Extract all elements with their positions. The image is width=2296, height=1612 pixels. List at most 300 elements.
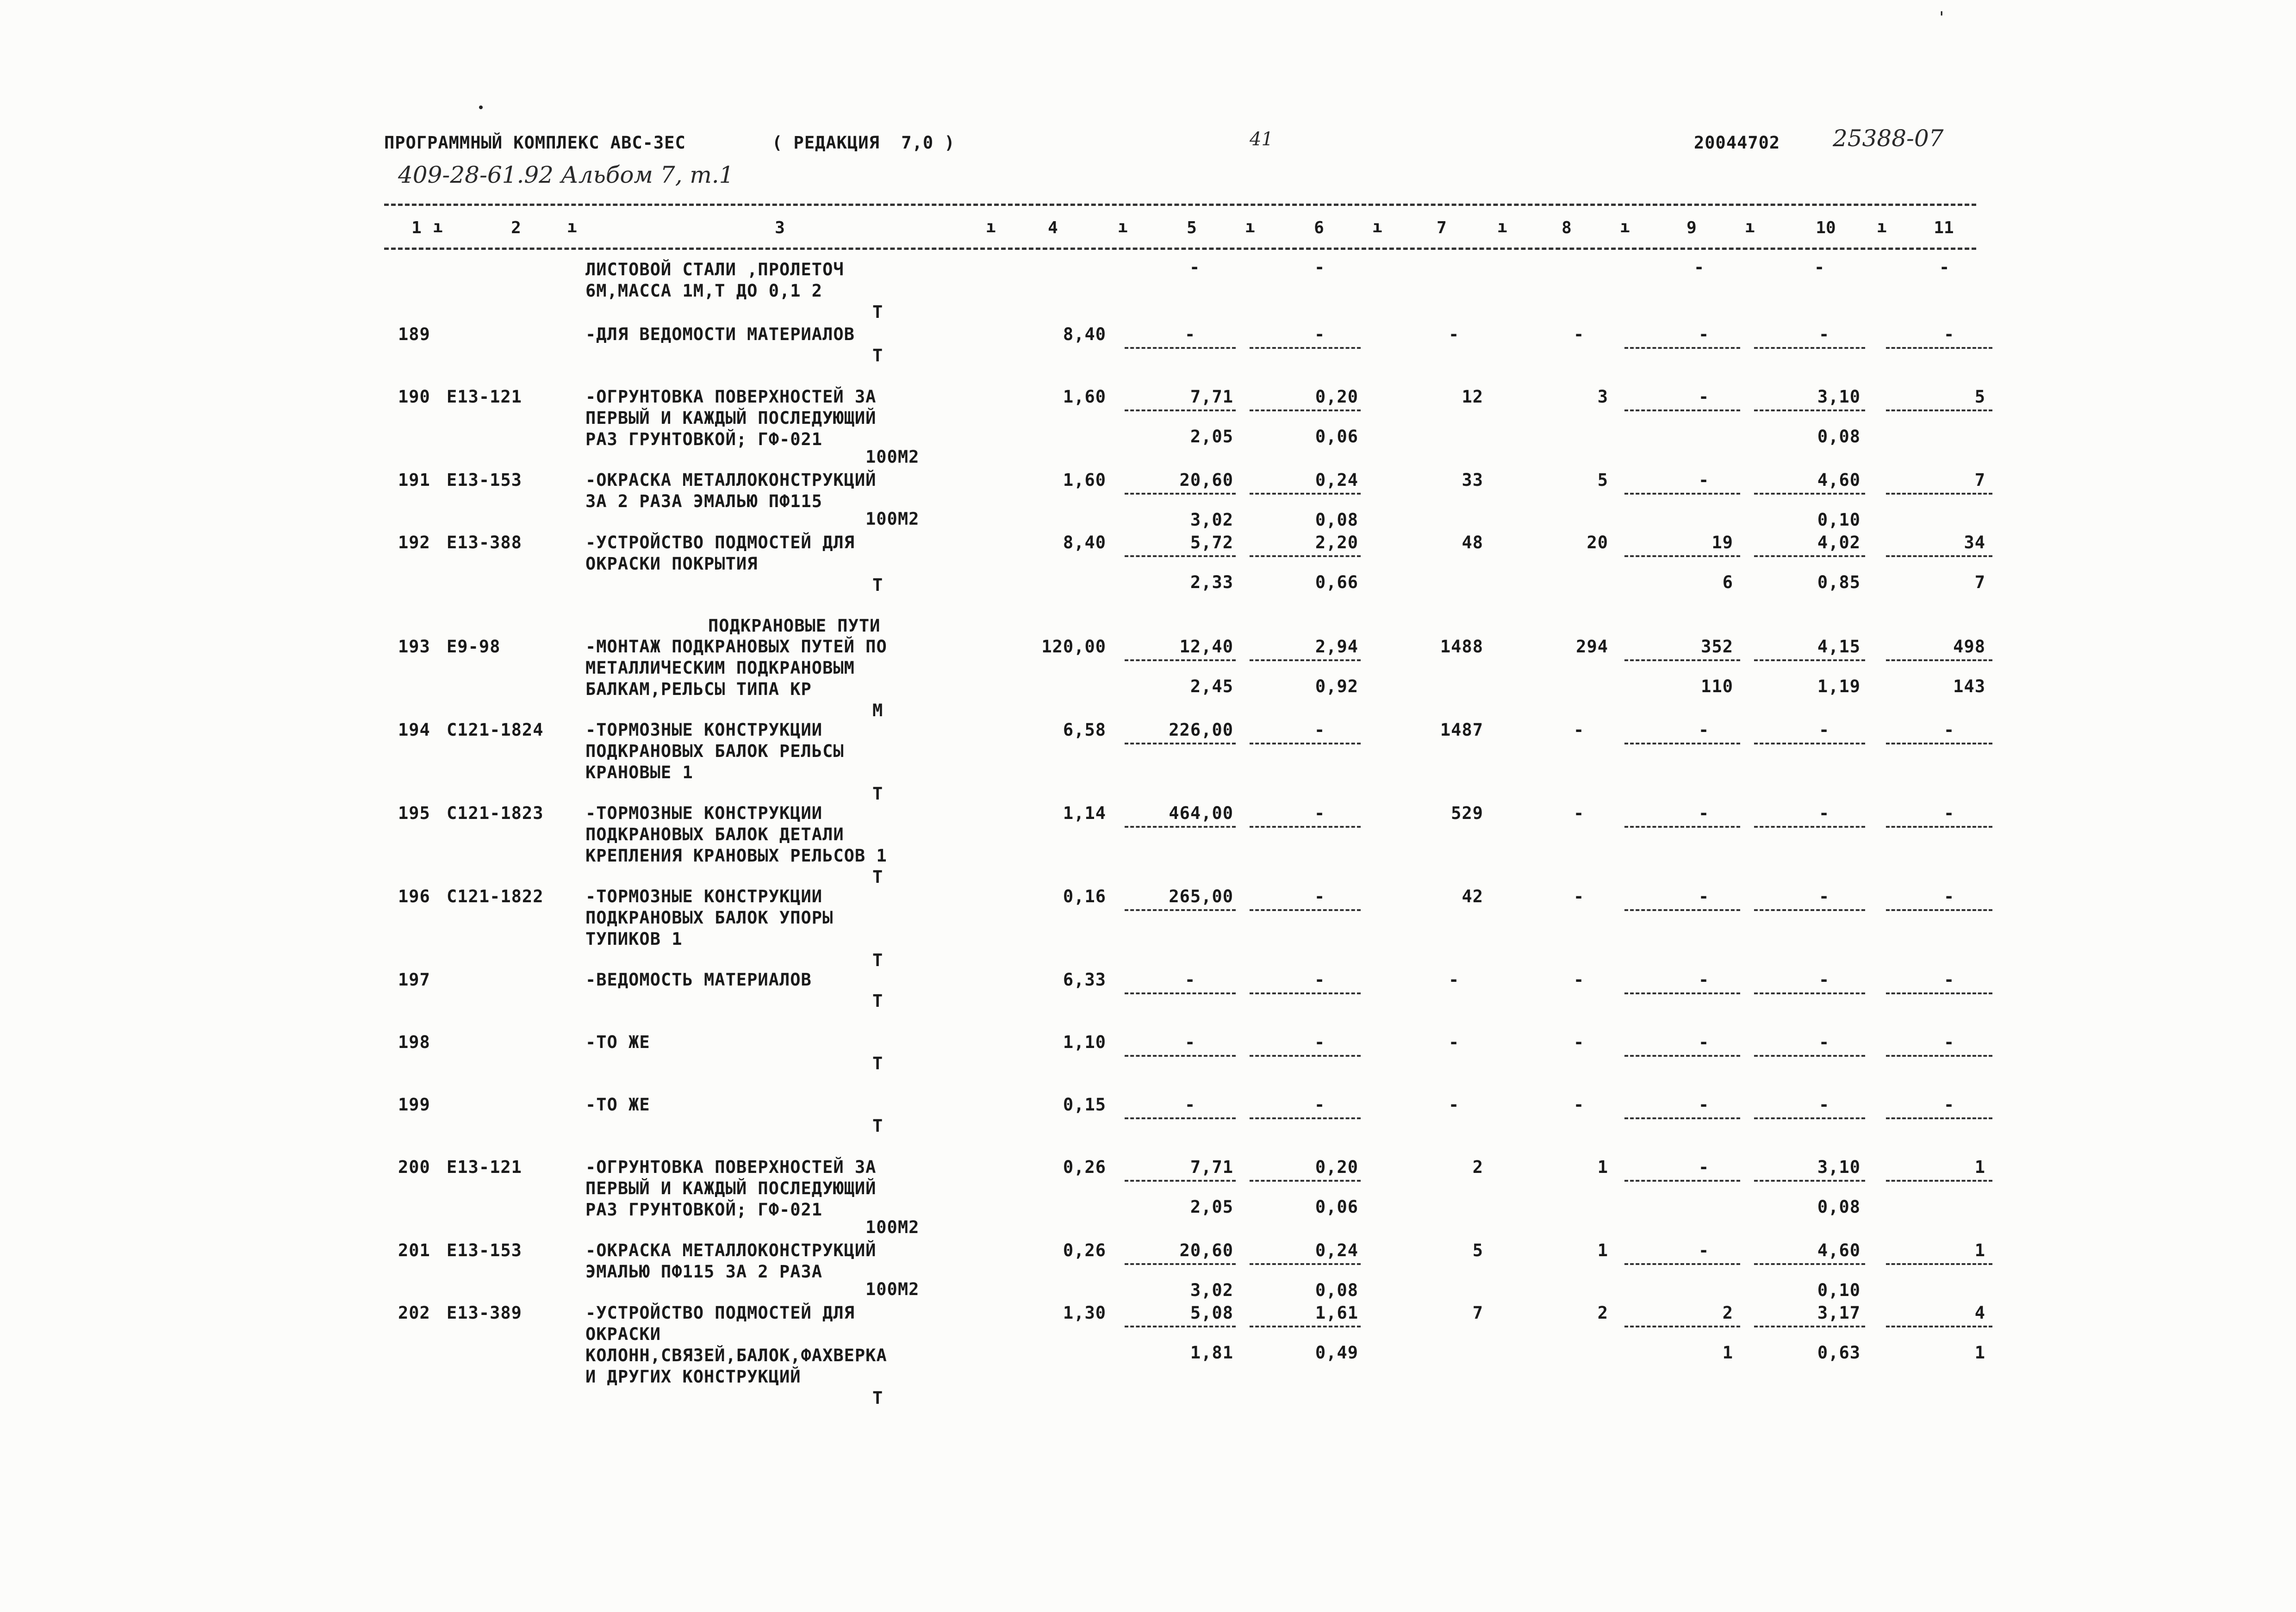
row-description: МЕТАЛЛИЧЕСКИМ ПОДКРАНОВЫМ bbox=[585, 658, 855, 678]
cell-c10b: 1,19 bbox=[1817, 676, 1860, 696]
column-separator: ı bbox=[1745, 217, 1755, 236]
ink-dot bbox=[479, 105, 483, 109]
value-divider bbox=[1754, 409, 1865, 411]
value-divider bbox=[1125, 743, 1236, 744]
column-header-10: 10 bbox=[1816, 218, 1836, 237]
column-separator: ı bbox=[1620, 217, 1630, 236]
row-description: ОКРАСКИ bbox=[585, 1324, 661, 1344]
cell-c10: 4,60 bbox=[1817, 470, 1860, 490]
row-description: БАЛКАМ,РЕЛЬСЫ ТИПА КР bbox=[585, 679, 812, 699]
column-separator: ı bbox=[1372, 217, 1382, 236]
ditto-mark: - bbox=[1699, 887, 1710, 906]
ditto-mark: - bbox=[1574, 324, 1585, 344]
ditto-mark: - bbox=[1819, 970, 1830, 990]
value-divider bbox=[1624, 659, 1740, 661]
value-divider bbox=[1754, 909, 1865, 911]
row-number: 201 bbox=[398, 1240, 430, 1260]
cell-c7: 48 bbox=[1462, 533, 1483, 552]
cell-c7: 42 bbox=[1462, 887, 1483, 906]
row-number: 194 bbox=[398, 720, 430, 740]
value-divider bbox=[1125, 826, 1236, 828]
ditto-mark: - bbox=[1314, 257, 1325, 277]
column-separator: ı bbox=[1877, 217, 1887, 236]
cell-c10b: 0,63 bbox=[1817, 1343, 1860, 1363]
value-divider bbox=[1250, 826, 1361, 828]
cell-c10b: 0,10 bbox=[1817, 1280, 1860, 1300]
ditto-mark: - bbox=[1574, 1032, 1585, 1052]
ditto-mark: - bbox=[1699, 1095, 1710, 1115]
cell-c4: 0,15 bbox=[1063, 1095, 1106, 1115]
ditto-mark: - bbox=[1574, 720, 1585, 740]
row-unit: Т bbox=[872, 867, 884, 887]
row-description: -ТО ЖЕ bbox=[585, 1095, 650, 1115]
ditto-mark: - bbox=[1944, 970, 1955, 990]
row-code: Е9-98 bbox=[447, 637, 501, 657]
column-header-6: 6 bbox=[1314, 218, 1324, 237]
value-divider bbox=[1624, 826, 1740, 828]
cell-c4: 0,26 bbox=[1063, 1240, 1106, 1260]
row-description: -ТО ЖЕ bbox=[585, 1032, 650, 1052]
value-divider bbox=[1886, 826, 1992, 828]
ditto-mark: - bbox=[1944, 720, 1955, 740]
cell-c11: 5 bbox=[1974, 387, 1985, 407]
cell-c5b: 2,05 bbox=[1190, 1197, 1233, 1217]
cell-c11: 1 bbox=[1974, 1240, 1985, 1260]
value-divider bbox=[1754, 1055, 1865, 1057]
row-description: -ДЛЯ ВЕДОМОСТИ МАТЕРИАЛОВ bbox=[585, 324, 855, 344]
ditto-mark: - bbox=[1189, 257, 1201, 277]
value-divider bbox=[1886, 555, 1992, 557]
row-number: 191 bbox=[398, 470, 430, 490]
cell-c7: 1487 bbox=[1440, 720, 1483, 740]
cell-c8: 20 bbox=[1587, 533, 1608, 552]
ditto-mark: - bbox=[1939, 257, 1950, 277]
cell-c8: 294 bbox=[1576, 637, 1608, 657]
value-divider bbox=[1886, 1263, 1992, 1265]
cell-c6b: 0,06 bbox=[1315, 427, 1358, 446]
value-divider bbox=[1125, 347, 1236, 349]
column-header-4: 4 bbox=[1048, 218, 1058, 237]
row-code: Е13-153 bbox=[447, 1240, 522, 1260]
ditto-mark: - bbox=[1314, 324, 1325, 344]
value-divider bbox=[1125, 659, 1236, 661]
ditto-mark: - bbox=[1819, 720, 1830, 740]
row-description: ТУПИКОВ 1 bbox=[585, 929, 683, 949]
corner-mark: ˌ bbox=[1937, 0, 1947, 19]
ditto-mark: - bbox=[1185, 1032, 1196, 1052]
column-header-8: 8 bbox=[1562, 218, 1572, 237]
row-code: Е13-388 bbox=[447, 533, 522, 552]
row-description: И ДРУГИХ КОНСТРУКЦИЙ bbox=[585, 1367, 801, 1387]
row-number: 195 bbox=[398, 803, 430, 823]
row-description: РАЗ ГРУНТОВКОЙ; ГФ-021 bbox=[585, 429, 823, 449]
cell-c5: 7,71 bbox=[1190, 1157, 1233, 1177]
row-unit: Т bbox=[872, 784, 884, 804]
cell-c5b: 2,33 bbox=[1190, 572, 1233, 592]
cell-c11: 34 bbox=[1964, 533, 1985, 552]
cell-c11b: 143 bbox=[1953, 676, 1985, 696]
row-description: -ТОРМОЗНЫЕ КОНСТРУКЦИИ bbox=[585, 887, 823, 906]
cell-c10: 3,17 bbox=[1817, 1303, 1860, 1323]
value-divider bbox=[1250, 409, 1361, 411]
column-header-11: 11 bbox=[1934, 218, 1954, 237]
value-divider bbox=[1125, 1117, 1236, 1119]
cell-c6b: 0,49 bbox=[1315, 1343, 1358, 1363]
value-divider bbox=[1250, 1263, 1361, 1265]
ditto-mark: - bbox=[1449, 1095, 1460, 1115]
column-separator: ı bbox=[1118, 217, 1128, 236]
row-description: РАЗ ГРУНТОВКОЙ; ГФ-021 bbox=[585, 1200, 823, 1220]
row-code: Е13-121 bbox=[447, 387, 522, 407]
value-divider bbox=[1886, 493, 1992, 495]
ditto-mark: - bbox=[1694, 257, 1705, 277]
ditto-mark: - bbox=[1944, 803, 1955, 823]
column-header-2: 2 bbox=[511, 218, 521, 237]
value-divider bbox=[1624, 555, 1740, 557]
cell-c9: 2 bbox=[1722, 1303, 1733, 1323]
value-divider bbox=[1624, 1055, 1740, 1057]
value-divider bbox=[1624, 1263, 1740, 1265]
table-header-rule bbox=[384, 248, 1976, 250]
value-divider bbox=[1125, 1180, 1236, 1182]
cell-c6: 2,20 bbox=[1315, 533, 1358, 552]
cell-c10b: 0,85 bbox=[1817, 572, 1860, 592]
value-divider bbox=[1250, 909, 1361, 911]
row-unit: Т bbox=[872, 575, 884, 595]
row-number: 190 bbox=[398, 387, 430, 407]
row-code: С121-1824 bbox=[447, 720, 544, 740]
ditto-mark: - bbox=[1699, 324, 1710, 344]
ditto-mark: - bbox=[1574, 970, 1585, 990]
row-unit: Т bbox=[872, 302, 884, 322]
column-header-9: 9 bbox=[1686, 218, 1697, 237]
value-divider bbox=[1250, 1180, 1361, 1182]
cell-c6: 2,94 bbox=[1315, 637, 1358, 657]
value-divider bbox=[1886, 1180, 1992, 1182]
cell-c5: 20,60 bbox=[1179, 470, 1233, 490]
cell-c9b: 110 bbox=[1701, 676, 1733, 696]
ditto-mark: - bbox=[1699, 1240, 1710, 1260]
cell-c11b: 1 bbox=[1974, 1343, 1985, 1363]
ditto-mark: - bbox=[1699, 970, 1710, 990]
cell-c6b: 0,08 bbox=[1315, 1280, 1358, 1300]
value-divider bbox=[1125, 555, 1236, 557]
cell-c4: 6,33 bbox=[1063, 970, 1106, 990]
cell-c11: 7 bbox=[1974, 470, 1985, 490]
page-number: 41 bbox=[1250, 129, 1273, 150]
cell-c5b: 3,02 bbox=[1190, 510, 1233, 530]
row-description: ЭМАЛЬЮ ПФ115 ЗА 2 РАЗА bbox=[585, 1262, 823, 1282]
row-description: -ОКРАСКА МЕТАЛЛОКОНСТРУКЦИЙ bbox=[585, 1240, 877, 1260]
value-divider bbox=[1754, 493, 1865, 495]
ditto-mark: - bbox=[1944, 324, 1955, 344]
cell-c4: 1,14 bbox=[1063, 803, 1106, 823]
value-divider bbox=[1624, 909, 1740, 911]
ditto-mark: - bbox=[1314, 1095, 1325, 1115]
cell-c6b: 0,92 bbox=[1315, 676, 1358, 696]
value-divider bbox=[1250, 743, 1361, 744]
ditto-mark: - bbox=[1574, 887, 1585, 906]
value-divider bbox=[1624, 992, 1740, 994]
cell-c9b: 1 bbox=[1722, 1343, 1733, 1363]
document-code: 20044702 bbox=[1694, 133, 1780, 153]
ditto-mark: - bbox=[1814, 257, 1825, 277]
value-divider bbox=[1754, 347, 1865, 349]
ditto-mark: - bbox=[1699, 803, 1710, 823]
value-divider bbox=[1754, 1117, 1865, 1119]
column-separator: ı bbox=[1497, 217, 1507, 236]
row-code: Е13-389 bbox=[447, 1303, 522, 1323]
cell-c8: 5 bbox=[1597, 470, 1608, 490]
row-description: ЛИСТОВОЙ СТАЛИ ,ПРОЛЕТОЧ bbox=[585, 260, 844, 279]
row-description: ПОДКРАНОВЫХ БАЛОК УПОРЫ bbox=[585, 908, 834, 928]
value-divider bbox=[1125, 1326, 1236, 1327]
value-divider bbox=[1886, 347, 1992, 349]
value-divider bbox=[1754, 659, 1865, 661]
value-divider bbox=[1754, 992, 1865, 994]
value-divider bbox=[1624, 347, 1740, 349]
cell-c6: 0,20 bbox=[1315, 387, 1358, 407]
column-header-7: 7 bbox=[1437, 218, 1447, 237]
row-unit: Т bbox=[872, 1388, 884, 1408]
value-divider bbox=[1754, 555, 1865, 557]
row-description: -ТОРМОЗНЫЕ КОНСТРУКЦИИ bbox=[585, 720, 823, 740]
cell-c4: 6,58 bbox=[1063, 720, 1106, 740]
value-divider bbox=[1125, 409, 1236, 411]
ditto-mark: - bbox=[1449, 1032, 1460, 1052]
cell-c11: 4 bbox=[1974, 1303, 1985, 1323]
row-unit: 100М2 bbox=[865, 1279, 920, 1299]
row-unit: М bbox=[872, 701, 884, 720]
row-code: Е13-121 bbox=[447, 1157, 522, 1177]
ditto-mark: - bbox=[1185, 1095, 1196, 1115]
cell-c5: 5,72 bbox=[1190, 533, 1233, 552]
value-divider bbox=[1754, 1180, 1865, 1182]
value-divider bbox=[1886, 992, 1992, 994]
value-divider bbox=[1624, 1326, 1740, 1327]
cell-c7: 12 bbox=[1462, 387, 1483, 407]
row-description: -ОКРАСКА МЕТАЛЛОКОНСТРУКЦИЙ bbox=[585, 470, 877, 490]
cell-c10b: 0,10 bbox=[1817, 510, 1860, 530]
cell-c5: 226,00 bbox=[1169, 720, 1233, 740]
cell-c5: 12,40 bbox=[1179, 637, 1233, 657]
cell-c5b: 3,02 bbox=[1190, 1280, 1233, 1300]
row-description: КРЕПЛЕНИЯ КРАНОВЫХ РЕЛЬСОВ 1 bbox=[585, 846, 887, 866]
cell-c9: 19 bbox=[1711, 533, 1733, 552]
column-separator: ı bbox=[986, 217, 996, 236]
row-unit: 100М2 bbox=[865, 1217, 920, 1237]
ditto-mark: - bbox=[1944, 1095, 1955, 1115]
ditto-mark: - bbox=[1944, 1032, 1955, 1052]
album-reference: 409-28-61.92 Альбом 7, т.1 bbox=[398, 161, 734, 188]
ditto-mark: - bbox=[1314, 1032, 1325, 1052]
cell-c8: 2 bbox=[1597, 1303, 1608, 1323]
cell-c5b: 2,05 bbox=[1190, 427, 1233, 446]
cell-c7: 529 bbox=[1451, 803, 1483, 823]
cell-c8: 1 bbox=[1597, 1157, 1608, 1177]
row-number: 199 bbox=[398, 1095, 430, 1115]
row-number: 192 bbox=[398, 533, 430, 552]
row-number: 200 bbox=[398, 1157, 430, 1177]
column-separator: ı bbox=[567, 217, 577, 236]
row-code: С121-1823 bbox=[447, 803, 544, 823]
ditto-mark: - bbox=[1449, 970, 1460, 990]
value-divider bbox=[1886, 409, 1992, 411]
value-divider bbox=[1886, 909, 1992, 911]
cell-c10: 3,10 bbox=[1817, 387, 1860, 407]
column-header-3: 3 bbox=[775, 218, 785, 237]
cell-c8: 3 bbox=[1597, 387, 1608, 407]
cell-c4: 1,30 bbox=[1063, 1303, 1106, 1323]
row-description: ПОДКРАНОВЫХ БАЛОК РЕЛЬСЫ bbox=[585, 741, 844, 761]
value-divider bbox=[1886, 659, 1992, 661]
row-description: КРАНОВЫЕ 1 bbox=[585, 763, 693, 782]
cell-c5b: 2,45 bbox=[1190, 676, 1233, 696]
ditto-mark: - bbox=[1819, 887, 1830, 906]
value-divider bbox=[1624, 493, 1740, 495]
cell-c6b: 0,08 bbox=[1315, 510, 1358, 530]
ditto-mark: - bbox=[1699, 1157, 1710, 1177]
ditto-mark: - bbox=[1314, 803, 1325, 823]
value-divider bbox=[1754, 743, 1865, 744]
cell-c4: 8,40 bbox=[1063, 533, 1106, 552]
row-description: ПОДКРАНОВЫХ БАЛОК ДЕТАЛИ bbox=[585, 825, 844, 844]
row-unit: Т bbox=[872, 1054, 884, 1073]
row-description: -МОНТАЖ ПОДКРАНОВЫХ ПУТЕЙ ПО bbox=[585, 637, 887, 657]
table-top-rule bbox=[384, 204, 1976, 206]
ditto-mark: - bbox=[1314, 720, 1325, 740]
value-divider bbox=[1125, 493, 1236, 495]
cell-c5: 265,00 bbox=[1169, 887, 1233, 906]
value-divider bbox=[1125, 1055, 1236, 1057]
row-number: 198 bbox=[398, 1032, 430, 1052]
ditto-mark: - bbox=[1819, 1095, 1830, 1115]
row-description: -ВЕДОМОСТЬ МАТЕРИАЛОВ bbox=[585, 970, 812, 990]
ditto-mark: - bbox=[1699, 387, 1710, 407]
row-description: -УСТРОЙСТВО ПОДМОСТЕЙ ДЛЯ bbox=[585, 1303, 855, 1323]
ditto-mark: - bbox=[1699, 720, 1710, 740]
row-description: ПЕРВЫЙ И КАЖДЫЙ ПОСЛЕДУЮЩИЙ bbox=[585, 1178, 877, 1198]
row-code: С121-1822 bbox=[447, 887, 544, 906]
column-header-1: 1 bbox=[411, 218, 422, 237]
value-divider bbox=[1624, 1117, 1740, 1119]
value-divider bbox=[1886, 1326, 1992, 1327]
cell-c10b: 0,08 bbox=[1817, 1197, 1860, 1217]
ditto-mark: - bbox=[1574, 803, 1585, 823]
value-divider bbox=[1754, 1263, 1865, 1265]
value-divider bbox=[1886, 743, 1992, 744]
value-divider bbox=[1250, 659, 1361, 661]
cell-c11: 1 bbox=[1974, 1157, 1985, 1177]
row-description: -ОГРУНТОВКА ПОВЕРХНОСТЕЙ ЗА bbox=[585, 1157, 877, 1177]
cell-c4: 120,00 bbox=[1041, 637, 1106, 657]
value-divider bbox=[1125, 909, 1236, 911]
value-divider bbox=[1250, 1117, 1361, 1119]
value-divider bbox=[1624, 1180, 1740, 1182]
value-divider bbox=[1250, 1055, 1361, 1057]
cell-c4: 8,40 bbox=[1063, 324, 1106, 344]
value-divider bbox=[1125, 992, 1236, 994]
column-separator: ı bbox=[1245, 217, 1255, 236]
value-divider bbox=[1250, 992, 1361, 994]
cell-c6: 0,24 bbox=[1315, 1240, 1358, 1260]
cell-c7: 7 bbox=[1472, 1303, 1483, 1323]
value-divider bbox=[1125, 1263, 1236, 1265]
edition-label: ( РЕДАКЦИЯ 7,0 ) bbox=[772, 133, 955, 153]
cell-c4: 0,16 bbox=[1063, 887, 1106, 906]
cell-c10: 3,10 bbox=[1817, 1157, 1860, 1177]
row-description: 6М,МАССА 1М,Т ДО 0,1 2 bbox=[585, 281, 823, 301]
ditto-mark: - bbox=[1185, 970, 1196, 990]
value-divider bbox=[1250, 493, 1361, 495]
cell-c7: 33 bbox=[1462, 470, 1483, 490]
ditto-mark: - bbox=[1819, 803, 1830, 823]
cell-c4: 0,26 bbox=[1063, 1157, 1106, 1177]
ditto-mark: - bbox=[1819, 1032, 1830, 1052]
value-divider bbox=[1250, 555, 1361, 557]
program-title: ПРОГРАММНЫЙ КОМПЛЕКС АВС-ЗЕС bbox=[384, 133, 686, 153]
document-number: 25388-07 bbox=[1833, 125, 1944, 152]
row-number: 202 bbox=[398, 1303, 430, 1323]
row-description: ЗА 2 РАЗА ЭМАЛЬЮ ПФ115 bbox=[585, 491, 823, 511]
value-divider bbox=[1624, 743, 1740, 744]
cell-c6b: 0,66 bbox=[1315, 572, 1358, 592]
cell-c10: 4,15 bbox=[1817, 637, 1860, 657]
ditto-mark: - bbox=[1314, 887, 1325, 906]
value-divider bbox=[1886, 1055, 1992, 1057]
cell-c5b: 1,81 bbox=[1190, 1343, 1233, 1363]
cell-c4: 1,60 bbox=[1063, 470, 1106, 490]
cell-c10b: 0,08 bbox=[1817, 427, 1860, 446]
row-code: Е13-153 bbox=[447, 470, 522, 490]
cell-c5: 20,60 bbox=[1179, 1240, 1233, 1260]
ditto-mark: - bbox=[1314, 970, 1325, 990]
cell-c11: 498 bbox=[1953, 637, 1985, 657]
value-divider bbox=[1250, 347, 1361, 349]
row-unit: 100М2 bbox=[865, 447, 920, 467]
cell-c6: 0,24 bbox=[1315, 470, 1358, 490]
cell-c5: 5,08 bbox=[1190, 1303, 1233, 1323]
cell-c10: 4,60 bbox=[1817, 1240, 1860, 1260]
ditto-mark: - bbox=[1449, 324, 1460, 344]
value-divider bbox=[1250, 1326, 1361, 1327]
row-number: 197 bbox=[398, 970, 430, 990]
cell-c9b: 6 bbox=[1722, 572, 1733, 592]
row-description: ПЕРВЫЙ И КАЖДЫЙ ПОСЛЕДУЮЩИЙ bbox=[585, 408, 877, 428]
cell-c6: 1,61 bbox=[1315, 1303, 1358, 1323]
ditto-mark: - bbox=[1699, 470, 1710, 490]
cell-c7: 5 bbox=[1472, 1240, 1483, 1260]
row-description: -ТОРМОЗНЫЕ КОНСТРУКЦИИ bbox=[585, 803, 823, 823]
row-description: -ОГРУНТОВКА ПОВЕРХНОСТЕЙ ЗА bbox=[585, 387, 877, 407]
cell-c11b: 7 bbox=[1974, 572, 1985, 592]
cell-c8: 1 bbox=[1597, 1240, 1608, 1260]
column-separator: ı bbox=[433, 217, 443, 236]
ditto-mark: - bbox=[1699, 1032, 1710, 1052]
column-header-5: 5 bbox=[1187, 218, 1197, 237]
row-unit: Т bbox=[872, 991, 884, 1011]
value-divider bbox=[1754, 826, 1865, 828]
row-description: -УСТРОЙСТВО ПОДМОСТЕЙ ДЛЯ bbox=[585, 533, 855, 552]
row-description: КОЛОНН,СВЯЗЕЙ,БАЛОК,ФАХВЕРКА bbox=[585, 1345, 887, 1365]
ditto-mark: - bbox=[1944, 887, 1955, 906]
row-unit: Т bbox=[872, 1116, 884, 1136]
cell-c4: 1,60 bbox=[1063, 387, 1106, 407]
row-number: 189 bbox=[398, 324, 430, 344]
cell-c9: 352 bbox=[1701, 637, 1733, 657]
cell-c10: 4,02 bbox=[1817, 533, 1860, 552]
row-unit: Т bbox=[872, 346, 884, 366]
